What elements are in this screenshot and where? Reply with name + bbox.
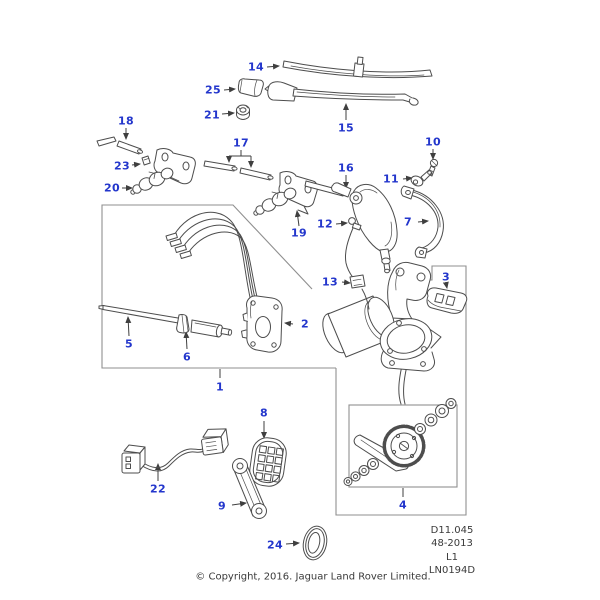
part-label-23: 23	[114, 159, 130, 173]
part-label-19: 19	[291, 226, 307, 240]
arm-cap-art	[238, 79, 263, 97]
part-label-9: 9	[218, 499, 226, 513]
doc-ref-line: 48-2013	[431, 538, 473, 550]
part-label-4: 4	[399, 498, 407, 512]
part-label-5: 5	[125, 337, 133, 351]
copyright-text: © Copyright, 2016. Jaguar Land Rover Limited.	[195, 571, 431, 583]
spindle-nut-art	[237, 105, 250, 120]
gear-kit-art	[344, 399, 456, 486]
part-label-12: 12	[317, 217, 333, 231]
part-label-24: 24	[267, 538, 283, 552]
wiper-arm-art	[265, 82, 418, 105]
part-label-13: 13	[322, 275, 338, 289]
park-switch-art	[345, 218, 361, 279]
doc-ref-line: LN0194D	[428, 565, 476, 577]
mounting-pad-art	[427, 288, 467, 314]
part-label-8: 8	[260, 406, 268, 420]
hose-tubes-mid-art	[204, 161, 273, 180]
part-label-21: 21	[204, 108, 220, 122]
part-label-15: 15	[338, 121, 354, 135]
part-label-2: 2	[301, 317, 309, 331]
doc-reference-block	[429, 524, 475, 578]
part-label-6: 6	[183, 350, 191, 364]
part-label-22: 22	[150, 482, 166, 496]
part-label-20: 20	[104, 181, 120, 195]
part-label-11: 11	[383, 172, 399, 186]
jumper-harness-art	[122, 427, 229, 473]
strap-bracket-art	[409, 170, 432, 188]
part-label-17: 17	[233, 136, 249, 150]
part-label-18: 18	[118, 114, 134, 128]
part-label-14: 14	[248, 60, 264, 74]
part-label-16: 16	[338, 161, 354, 175]
part-label-1: 1	[216, 380, 224, 394]
wheelbox-plate-art	[242, 296, 283, 352]
harness-wires-art	[166, 212, 260, 308]
part-label-25: 25	[205, 83, 221, 97]
part-label-3: 3	[442, 270, 450, 284]
hose-clip-art	[142, 156, 150, 165]
doc-ref-line: L1	[446, 551, 458, 563]
washer-jet-left-art	[131, 149, 196, 195]
part-label-10: 10	[425, 135, 441, 149]
grommet-art	[300, 524, 330, 562]
part-label-7: 7	[404, 215, 412, 229]
doc-ref-line: D11.045	[430, 525, 474, 536]
wiper-blade-art	[283, 57, 432, 78]
pivot-shaft-art	[99, 306, 232, 338]
hose-tubes-left-art	[97, 137, 143, 154]
